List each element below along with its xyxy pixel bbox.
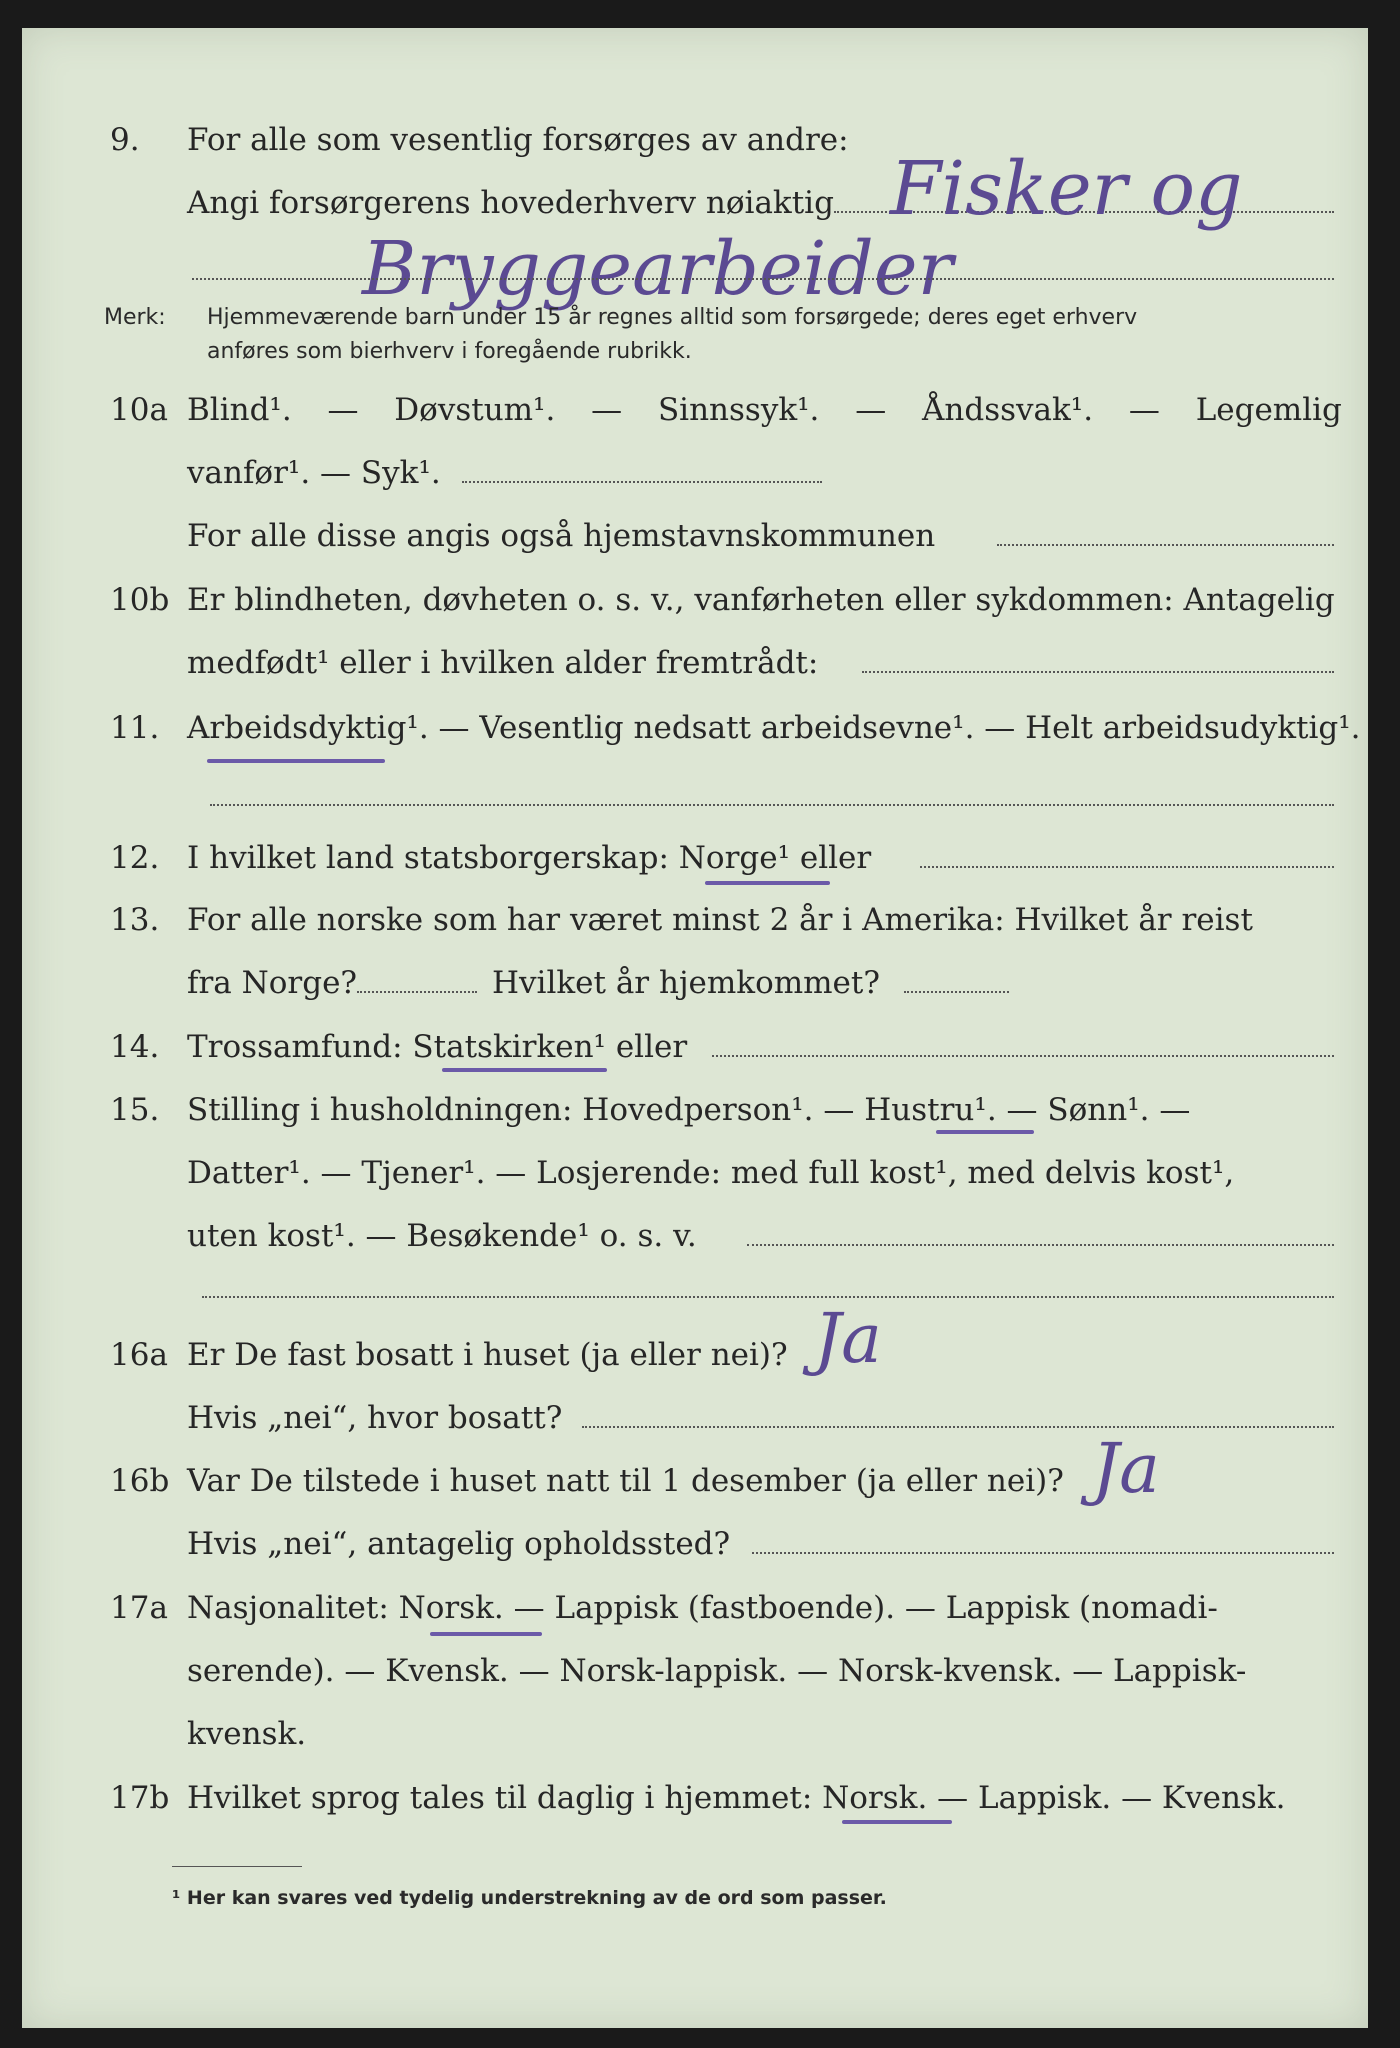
q16a-text-2: Hvis „nei“, hvor bosatt?	[187, 1400, 563, 1436]
q10a-options	[187, 390, 1342, 430]
q11-number: 11.	[110, 710, 160, 746]
q9-handwriting-2: Bryggearbeider	[362, 226, 953, 312]
q16a-handwritten-answer: Ja	[814, 1300, 882, 1379]
q13-text-2a: fra Norge?	[187, 965, 358, 1001]
q17b-text-1: Hvilket sprog tales til daglig i hjemmet: Norsk. — Lappisk. — Kvensk.	[187, 1780, 1286, 1816]
q9-text-1: For alle som vesentlig forsørges av andre:	[187, 122, 849, 158]
q15-answer-rule-1	[747, 1244, 1334, 1246]
footnote-divider	[172, 1866, 302, 1867]
q13-text-2b: Hvilket år hjemkommet?	[492, 965, 880, 1001]
census-form-sheet	[22, 28, 1368, 2028]
q16a-number: 16a	[110, 1337, 168, 1373]
q12-number: 12.	[110, 840, 160, 876]
q9-note-text-1: Hjemmeværende barn under 15 år regnes alltid som forsørgede; deres eget erhverv	[207, 305, 1138, 330]
q14-text-1: Trossamfund: Statskirken¹ eller	[187, 1029, 688, 1065]
q10a-option-0: Blind¹.	[187, 392, 292, 428]
q11-underline-arbeidsdyktig	[207, 759, 385, 763]
q10a-option-3: —	[591, 392, 623, 428]
q9-note-text-2: anføres som bierhverv i foregående rubrikk.	[207, 339, 692, 364]
q12-underline-norge	[705, 881, 830, 885]
q10a-option-5: —	[855, 392, 887, 428]
q15-answer-rule-2	[202, 1296, 1334, 1298]
q16b-answer-rule	[752, 1552, 1334, 1554]
q17b-number: 17b	[110, 1780, 170, 1816]
q14-underline-statskirken	[442, 1068, 607, 1072]
q17a-number: 17a	[110, 1590, 168, 1626]
q16b-handwritten-answer: Ja	[1092, 1430, 1160, 1509]
q9-text-2: Angi forsørgerens hovederhverv nøiaktig	[187, 185, 834, 221]
q10a-text-2: vanfør¹. — Syk¹.	[187, 455, 441, 491]
q10a-option-8: Legemlig	[1195, 392, 1342, 428]
q9-note-label: Merk:	[104, 305, 166, 330]
q10b-text-2: medfødt¹ eller i hvilken alder fremtrådt:	[187, 645, 819, 681]
q10a-answer-rule-1	[462, 481, 822, 483]
q11-text-1: Arbeidsdyktig¹. — Vesentlig nedsatt arbeidsevne¹. — Helt arbeidsudyktig¹.	[187, 710, 1361, 746]
q10a-number: 10a	[110, 392, 168, 428]
q16b-text-1: Var De tilstede i huset natt til 1 desember (ja eller nei)?	[187, 1463, 1064, 1499]
q12-answer-rule	[920, 866, 1334, 868]
q13-answer-rule-hjemkommet	[904, 991, 1009, 993]
q15-number: 15.	[110, 1092, 160, 1128]
q17a-text-3: kvensk.	[187, 1716, 307, 1752]
q10a-text-3: For alle disse angis også hjemstavnskommunen	[187, 518, 936, 554]
q16a-answer-rule	[582, 1426, 1334, 1428]
q10a-option-2: Døvstum¹.	[394, 392, 556, 428]
q15-text-3: uten kost¹. — Besøkende¹ o. s. v.	[187, 1218, 697, 1254]
q13-answer-rule-reist	[357, 991, 477, 993]
q12-text-1: I hvilket land statsborgerskap: Norge¹ eller	[187, 840, 872, 876]
q10a-option-1: —	[327, 392, 359, 428]
q16b-text-2: Hvis „nei“, antagelig opholdssted?	[187, 1526, 731, 1562]
q10b-answer-rule	[862, 671, 1334, 673]
q14-answer-rule	[712, 1055, 1334, 1057]
q17a-underline-norsk	[430, 1632, 542, 1636]
q9-handwriting-1: Fisker og	[890, 146, 1243, 232]
q9-answer-rule-2	[192, 278, 1334, 280]
q10b-number: 10b	[110, 582, 170, 618]
q16b-number: 16b	[110, 1463, 170, 1499]
q13-text-1: For alle norske som har været minst 2 år i Amerika: Hvilket år reist	[187, 902, 1253, 938]
q15-text-2: Datter¹. — Tjener¹. — Losjerende: med full kost¹, med delvis kost¹,	[187, 1155, 1235, 1191]
q10b-text-1: Er blindheten, døvheten o. s. v., vanførheten eller sykdommen: Antagelig	[187, 582, 1335, 618]
q11-answer-rule	[210, 804, 1334, 806]
q10a-option-4: Sinnssyk¹.	[657, 392, 820, 428]
q14-number: 14.	[110, 1029, 160, 1065]
q10a-answer-rule-2	[997, 544, 1334, 546]
q10a-option-7: —	[1128, 392, 1160, 428]
q15-text-1: Stilling i husholdningen: Hovedperson¹. — Hustru¹. — Sønn¹. —	[187, 1092, 1191, 1128]
q17a-text-2: serende). — Kvensk. — Norsk-lappisk. — Norsk-kvensk. — Lappisk-	[187, 1653, 1247, 1689]
q17b-underline-norsk	[842, 1820, 952, 1824]
q10a-option-6: Åndssvak¹.	[922, 392, 1094, 428]
q9-number: 9.	[110, 122, 140, 158]
footnote-text: ¹ Her kan svares ved tydelig understrekning av de ord som passer.	[172, 1887, 887, 1909]
q16a-text-1: Er De fast bosatt i huset (ja eller nei)?	[187, 1337, 788, 1373]
q17a-text-1: Nasjonalitet: Norsk. — Lappisk (fastboende). — Lappisk (nomadi-	[187, 1590, 1218, 1626]
q15-underline-hustru	[936, 1130, 1034, 1134]
q13-number: 13.	[110, 902, 160, 938]
